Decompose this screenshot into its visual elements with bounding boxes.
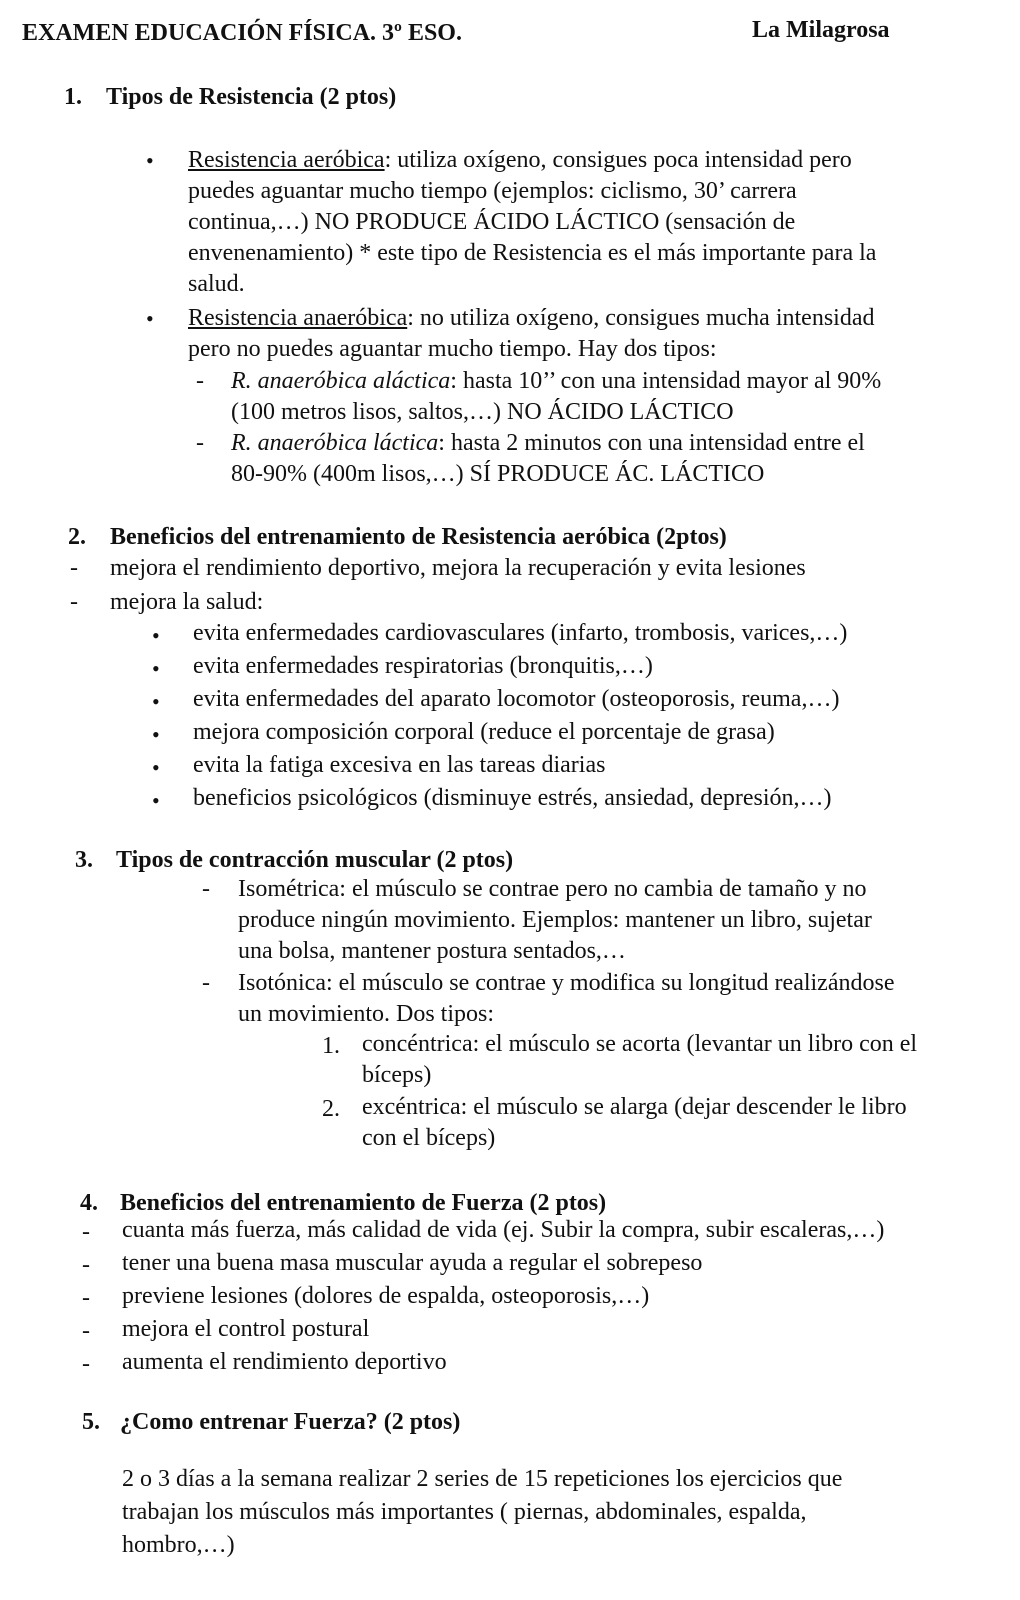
s2-bullet-4: mejora composición corporal (reduce el porcentaje de grasa) <box>193 719 775 745</box>
alactic-line-1 <box>231 366 881 397</box>
lactic-line-1 <box>231 428 865 459</box>
section-4-title: Beneficios del entrenamiento de Fuerza (2 ptos) <box>120 1190 607 1216</box>
section-2-title: Beneficios del entrenamiento de Resistencia aeróbica (2ptos) <box>110 524 727 550</box>
aerobic-line-3: continua,…) NO PRODUCE ÁCIDO LÁCTICO (sensación de <box>188 209 796 235</box>
bullet-icon: • <box>152 623 160 648</box>
eccentric-line-1: excéntrica: el músculo se alarga (dejar descender le libro <box>362 1094 907 1120</box>
dash-icon: - <box>82 1219 90 1245</box>
bullet-icon: • <box>152 689 160 714</box>
s2-bullet-3: evita enfermedades del aparato locomotor (osteoporosis, reuma,…) <box>193 686 840 712</box>
dash-icon: - <box>82 1285 90 1311</box>
concentric-line-1: concéntrica: el músculo se acorta (levantar un libro con el <box>362 1031 918 1057</box>
aerobic-text-1: : utiliza oxígeno, consigues poca intensidad pero <box>384 147 852 173</box>
s4-item-3: previene lesiones (dolores de espalda, osteoporosis,…) <box>122 1283 650 1309</box>
s5-paragraph-line-3: hombro,…) <box>122 1532 235 1558</box>
dash-icon: - <box>82 1318 90 1344</box>
section-4-number: 4. <box>80 1190 98 1216</box>
isometric-line-1: Isométrica: el músculo se contrae pero no cambia de tamaño y no <box>238 876 867 902</box>
alactic-text-1: : hasta 10’’ con una intensidad mayor al 90% <box>450 368 882 394</box>
dash-icon: - <box>70 589 78 615</box>
bullet-icon: • <box>146 148 154 173</box>
dash-icon: - <box>82 1351 90 1377</box>
dash-icon: - <box>82 1252 90 1278</box>
lactic-text-1: : hasta 2 minutos con una intensidad entre el <box>438 430 865 456</box>
section-1-title: Tipos de Resistencia (2 ptos) <box>106 84 397 110</box>
anaerobic-label: Resistencia anaeróbica <box>188 305 408 331</box>
school-name: La Milagrosa <box>752 17 890 43</box>
eccentric-line-2: con el bíceps) <box>362 1125 496 1151</box>
bullet-icon: • <box>146 306 154 331</box>
s4-item-2: tener una buena masa muscular ayuda a regular el sobrepeso <box>122 1250 703 1276</box>
exam-title: EXAMEN EDUCACIÓN FÍSICA. 3º ESO. <box>22 20 462 46</box>
list-number: 1. <box>322 1033 340 1059</box>
aerobic-line-1 <box>188 145 852 176</box>
dash-icon: - <box>70 555 78 581</box>
section-3-title: Tipos de contracción muscular (2 ptos) <box>116 847 514 873</box>
aerobic-label: Resistencia aeróbica <box>188 147 385 173</box>
lactic-label: R. anaeróbica láctica <box>231 430 439 456</box>
aerobic-line-2: puedes aguantar mucho tiempo (ejemplos: ciclismo, 30’ carrera <box>188 178 797 204</box>
aerobic-line-4: envenenamiento) * este tipo de Resistencia es el más importante para la <box>188 240 877 266</box>
s2-item-2: mejora la salud: <box>110 589 264 615</box>
anaerobic-line-1 <box>188 303 874 334</box>
bullet-icon: • <box>152 722 160 747</box>
s4-item-1: cuanta más fuerza, más calidad de vida (ej. Subir la compra, subir escaleras,…) <box>122 1217 885 1243</box>
s4-item-5: aumenta el rendimiento deportivo <box>122 1349 447 1375</box>
bullet-icon: • <box>152 788 160 813</box>
dash-icon: - <box>196 368 204 394</box>
s2-bullet-1: evita enfermedades cardiovasculares (infarto, trombosis, varices,…) <box>193 620 848 646</box>
alactic-line-2: (100 metros lisos, saltos,…) NO ÁCIDO LÁCTICO <box>231 399 734 425</box>
lactic-line-2: 80-90% (400m lisos,…) SÍ PRODUCE ÁC. LÁCTICO <box>231 461 765 487</box>
section-3-number: 3. <box>75 847 93 873</box>
bullet-icon: • <box>152 656 160 681</box>
s5-paragraph-line-2: trabajan los músculos más importantes ( piernas, abdominales, espalda, <box>122 1499 807 1525</box>
s2-bullet-2: evita enfermedades respiratorias (bronquitis,…) <box>193 653 653 679</box>
section-2-number: 2. <box>68 524 86 550</box>
section-1-number: 1. <box>64 84 82 110</box>
dash-icon: - <box>196 430 204 456</box>
section-5-number: 5. <box>82 1409 100 1435</box>
anaerobic-line-2: pero no puedes aguantar mucho tiempo. Hay dos tipos: <box>188 336 717 362</box>
anaerobic-text-1: : no utiliza oxígeno, consigues mucha intensidad <box>407 305 875 331</box>
aerobic-line-5: salud. <box>188 271 245 297</box>
s2-bullet-6: beneficios psicológicos (disminuye estrés, ansiedad, depresión,…) <box>193 785 832 811</box>
list-number: 2. <box>322 1096 340 1122</box>
isotonic-line-2: un movimiento. Dos tipos: <box>238 1001 495 1027</box>
bullet-icon: • <box>152 755 160 780</box>
s2-item-1: mejora el rendimiento deportivo, mejora la recuperación y evita lesiones <box>110 555 806 581</box>
section-5-title: ¿Como entrenar Fuerza? (2 ptos) <box>120 1409 461 1435</box>
s2-bullet-5: evita la fatiga excesiva en las tareas diarias <box>193 752 606 778</box>
concentric-line-2: bíceps) <box>362 1062 432 1088</box>
isometric-line-2: produce ningún movimiento. Ejemplos: mantener un libro, sujetar <box>238 907 872 933</box>
isotonic-line-1: Isotónica: el músculo se contrae y modifica su longitud realizándose <box>238 970 895 996</box>
isometric-line-3: una bolsa, mantener postura sentados,… <box>238 938 626 964</box>
dash-icon: - <box>202 876 210 902</box>
alactic-label: R. anaeróbica aláctica <box>231 368 451 394</box>
s4-item-4: mejora el control postural <box>122 1316 370 1342</box>
dash-icon: - <box>202 970 210 996</box>
s5-paragraph-line-1: 2 o 3 días a la semana realizar 2 series de 15 repeticiones los ejercicios que <box>122 1466 843 1492</box>
